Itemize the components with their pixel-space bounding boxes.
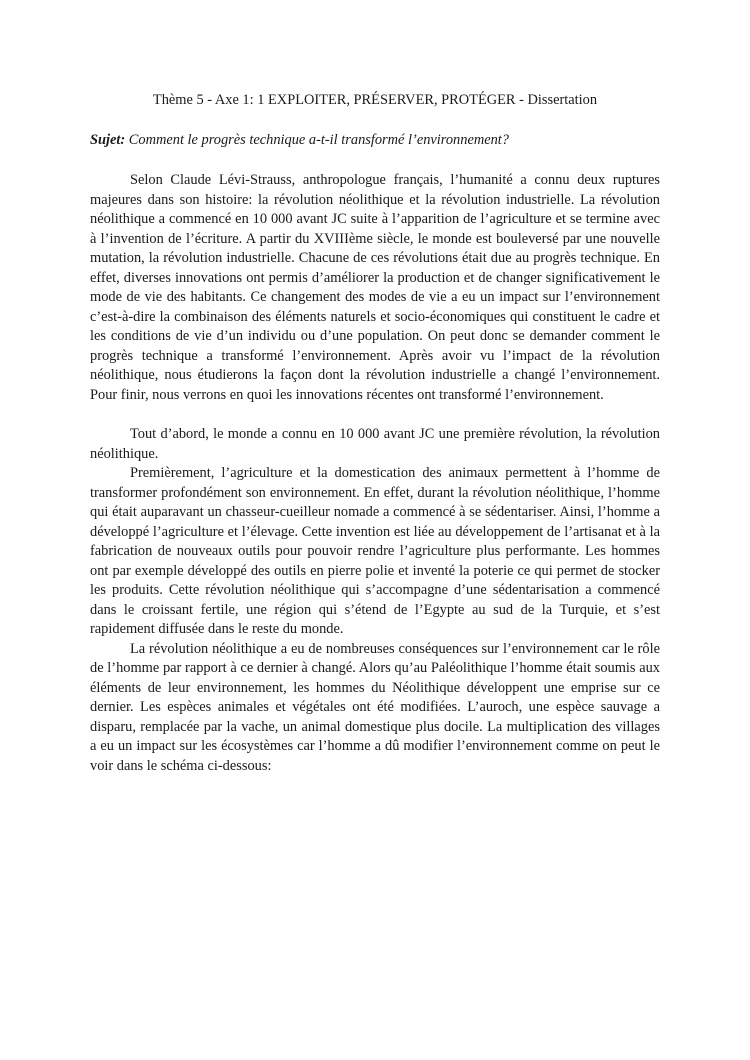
paragraph-consequences: La révolution néolithique a eu de nombreuses conséquences sur l’environnement car le rôle de l’homme par rapport à ce dernier à changé. Alors qu’au Paléolithique l’homme était soumis aux éléments de leur environnement, les hommes du Néolithique développent une emprise sur ce dernier. Les espèces animales et végétales ont été modifiées. L’auroch, une espèce sauvage a disparu, remplacée par la vache, un animal domestique plus docile. La multiplication des villages a eu un impact sur les écosystèmes car l’homme a dû modifier l’environnement comme on peut le voir dans le schéma ci-dessous: (90, 640, 660, 774)
paragraph-agriculture: Premièrement, l’agriculture et la domestication des animaux permettent à l’homme de transformer profondément son environnement. En effet, durant la révolution néolithique, l’homme qui était auparavant un chasseur-cueilleur nomade a commencé à se sédentariser. Ainsi, l’homme a développé l’agriculture et l’élevage. Cette invention est liée au développement de l’artisanat et à la fabrication de nouveaux outils pour pouvoir rendre l’agriculture plus performante. Les hommes ont par exemple développé des outils en pierre polie et inventé la poterie ce qui permet de stocker les produits. Cette révolution néolithique qui s’accompagne d’une sédentarisation a commencé dans le croissant fertile, une région qui s’étend de l’Egypte au sud de la Turquie, et s’est rapidement diffusée dans le reste du monde. (90, 465, 660, 637)
paragraph-introduction: Selon Claude Lévi-Strauss, anthropologue français, l’humanité a connu deux ruptures majeures dans son histoire: la révolution néolithique et la révolution industrielle. La révolution néolithique a commencé en 10 000 avant JC suite à l’apparition de l’agriculture et se termine avec à l’invention de l’écriture. A partir du XVIIIème siècle, le monde est bouleversé par une nouvelle mutation, la révolution industrielle. Chacune de ces révolutions était due au progrès technique. En effet, diverses innovations ont permis d’améliorer la production et de changer significativement le mode de vie des habitants. Ce changement des modes de vie a eu un impact sur l’environnement c’est-à-dire la combinaison des éléments naturels et socio-économiques qui constituent le cadre et les conditions de vie d’un individu ou d’une population. On peut donc se demander comment le progrès technique a transformé l’environnement. Après avoir vu l’impact de la révolution néolithique, nous étudierons la façon dont la révolution industrielle a changé l’environnement. Pour finir, nous verrons en quoi les innovations récentes ont transformé l’environnement. (90, 172, 660, 403)
essay-body (90, 171, 660, 776)
subject-question: Comment le progrès technique a-t-il transformé l’environnement? (125, 132, 509, 148)
subject-label: Sujet: (90, 132, 126, 148)
essay-subject (90, 131, 660, 151)
paragraph-part-one-intro: Tout d’abord, le monde a connu en 10 000 avant JC une première révolution, la révolution néolithique. (90, 426, 660, 462)
document-title: Thème 5 - Axe 1: 1 EXPLOITER, PRÉSERVER, PROTÉGER - Dissertation (152, 92, 598, 108)
